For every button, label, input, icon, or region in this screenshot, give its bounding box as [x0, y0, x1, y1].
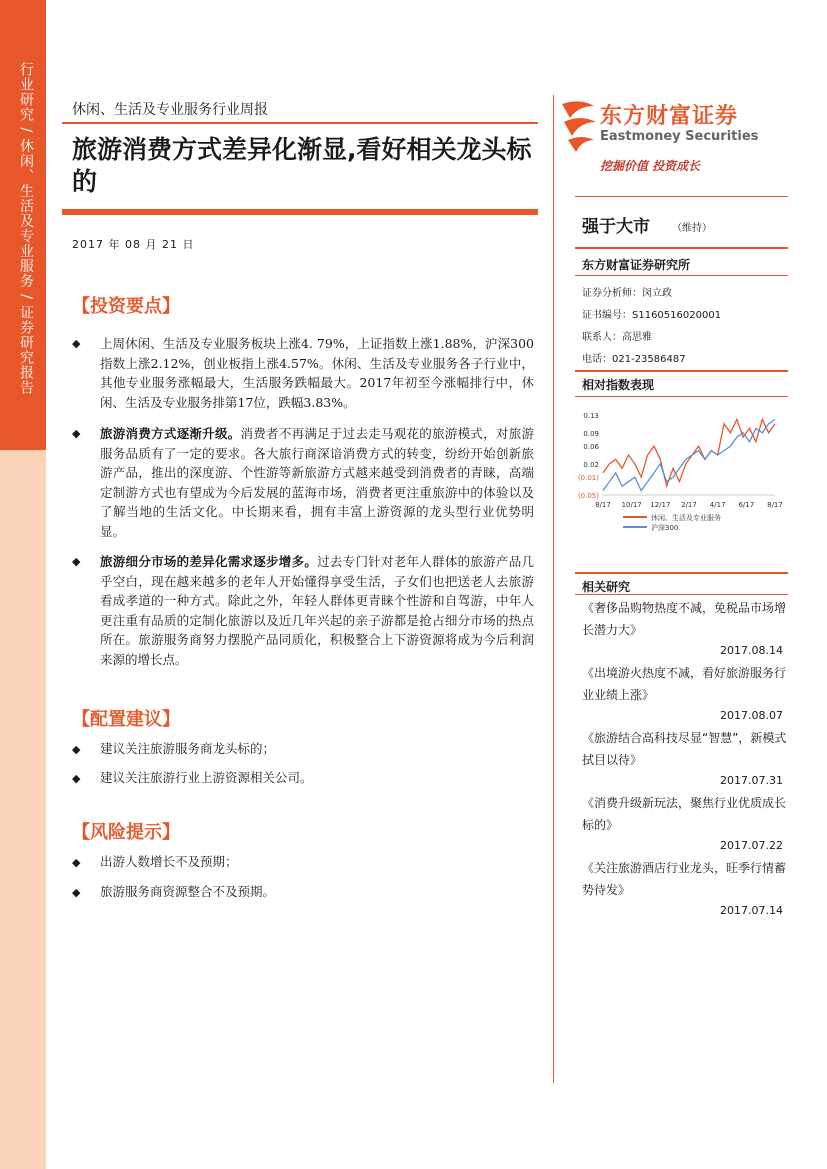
- legend-label: 沪深300: [651, 524, 679, 532]
- y-tick-label: 0.02: [583, 460, 599, 469]
- related-item-date: 2017.07.31: [720, 774, 783, 787]
- diamond-bullet-icon: ◆: [72, 886, 81, 899]
- rating-label: 强于大市: [582, 217, 650, 237]
- diamond-bullet-icon: ◆: [72, 772, 81, 785]
- invest-bullet-1: ◆ 上周休闲、生活及专业服务板块上涨4. 79%，上证指数上涨1.88%，沪深300指数上涨2.12%，创业板指上涨4.57%。休闲、生活及专业服务各子行业中，其他专业服务涨幅最大，生活服务跌幅最大。2017年初至今涨幅排行中，休闲、生活及专业服务排第17位，跌幅3.83%。: [72, 336, 534, 410]
- invest-bullet-2: ◆ 旅游消费方式逐渐升级。消费者不再满足于过去走马观花的旅游模式，对旅游服务品质有了一定的要求。各大旅行商深谙消费方式的转变，纷纷开始创新旅游产品，推出的深度游、个性游等新旅游方式越来越受到消费者的青睐，高端定制游方式也有望成为今后发展的蓝海市场，消费者更注重旅游中的体验以及了解当地的生活文化。中长期来看，拥有丰富上游资源的龙头型行业优势明显。: [72, 426, 534, 539]
- cert-number: 证书编号：S1160516020001: [582, 310, 722, 321]
- related-item-title[interactable]: 《奢侈品购物热度不减，免税品市场增长潜力大》: [582, 601, 787, 637]
- x-tick-label: 2/17: [681, 501, 697, 509]
- brand-slogan: 挖掘价值 投资成长: [600, 159, 701, 173]
- right-rule: [575, 594, 788, 595]
- config-heading: 【配置建议】: [72, 709, 180, 730]
- perf-heading: 相对指数表现: [582, 378, 655, 392]
- y-tick-label: (0.01): [577, 474, 599, 483]
- analyst: 证券分析师：闵立政: [582, 288, 672, 299]
- diamond-bullet-icon: ◆: [72, 337, 81, 350]
- x-tick-label: 8/17: [595, 501, 611, 509]
- x-tick-label: 4/17: [709, 501, 726, 509]
- brand-name-cn: 东方财富证券: [600, 104, 739, 129]
- risk-bullet-2: ◆ 旅游服务商资源整合不及预期。: [72, 884, 276, 899]
- column-divider: [553, 95, 554, 1083]
- right-rule: [575, 247, 788, 249]
- contact: 联系人：高思雅: [582, 332, 652, 343]
- header-rule: [62, 122, 538, 124]
- diamond-bullet-icon: ◆: [72, 856, 81, 869]
- right-rule: [575, 396, 788, 397]
- y-tick-label: (0.05): [577, 492, 599, 500]
- relative-performance-chart: [575, 405, 787, 545]
- legend-label: 休闲、生活及专业服务: [651, 514, 721, 522]
- right-rule: [575, 196, 788, 197]
- x-tick-label: 8/17: [767, 501, 783, 509]
- x-tick-label: 6/17: [738, 501, 755, 509]
- risk-heading: 【风险提示】: [72, 822, 180, 843]
- y-tick-label: 0.13: [583, 412, 599, 420]
- phone: 电话：021-23586487: [582, 354, 686, 365]
- y-tick-label: 0.09: [583, 429, 599, 438]
- series-line: [603, 419, 775, 486]
- invest-heading: 【投资要点】: [72, 296, 180, 317]
- related-item-title[interactable]: 《出境游火热度不减，看好旅游服务行业业绩上涨》: [582, 666, 787, 702]
- related-heading: 相关研究: [582, 580, 631, 594]
- page-title: 旅游消费方式差异化渐显,看好相关龙头标的: [72, 135, 532, 196]
- brand-name-en: Eastmoney Securities: [600, 129, 759, 144]
- related-item-title[interactable]: 《旅游结合高科技尽显“智慧”，新模式拭目以待》: [582, 731, 787, 767]
- title-rule: [62, 209, 538, 215]
- x-tick-label: 12/17: [650, 501, 671, 509]
- diamond-bullet-icon: ◆: [72, 743, 81, 756]
- diamond-bullet-icon: ◆: [72, 427, 81, 440]
- rating-sub: （维持）: [672, 223, 712, 234]
- institute-name: 东方财富证券研究所: [582, 258, 691, 272]
- report-type: 休闲、生活及专业服务行业周报: [72, 102, 268, 118]
- related-item-title[interactable]: 《关注旅游酒店行业龙头，旺季行情蓄势待发》: [582, 861, 787, 897]
- right-rule: [575, 572, 788, 574]
- config-bullet-2: ◆ 建议关注旅游行业上游资源相关公司。: [72, 770, 313, 785]
- diamond-bullet-icon: ◆: [72, 555, 81, 568]
- report-date: 2017 年 08 月 21 日: [72, 238, 195, 251]
- related-item-date: 2017.07.22: [720, 839, 783, 852]
- related-item-title[interactable]: 《消费升级新玩法，聚焦行业优质成长标的》: [582, 796, 787, 832]
- right-rule: [575, 370, 788, 372]
- config-bullet-1: ◆ 建议关注旅游服务商龙头标的；: [72, 741, 276, 756]
- right-rule: [575, 275, 788, 276]
- related-item-date: 2017.08.14: [720, 644, 783, 657]
- related-item-date: 2017.08.07: [720, 709, 783, 722]
- invest-bullet-3: ◆ 旅游细分市场的差异化需求逐步增多。过去专门针对老年人群体的旅游产品几乎空白，现在越来越多的老年人开始懂得享受生活，子女们也把送老人去旅游看成孝道的一种方式。除此之外，年轻人群体更青睐个性游和自驾游，中年人更注重有品质的定制化旅游以及近几年兴起的亲子游都是抢占细分市场的热点所在。旅游服务商努力摆脱产品同质化，积极整合上下游资源将成为今后利润来源的增长点。: [72, 554, 534, 667]
- sidebar-label: 行业研究 / 休闲、生活及专业服务 / 证券研究报告: [18, 62, 34, 396]
- risk-bullet-1: ◆ 出游人数增长不及预期；: [72, 854, 238, 869]
- y-tick-label: 0.06: [583, 443, 599, 452]
- sidebar-light-bar: [0, 450, 46, 1169]
- x-tick-label: 10/17: [621, 501, 642, 509]
- related-item-date: 2017.07.14: [720, 904, 783, 917]
